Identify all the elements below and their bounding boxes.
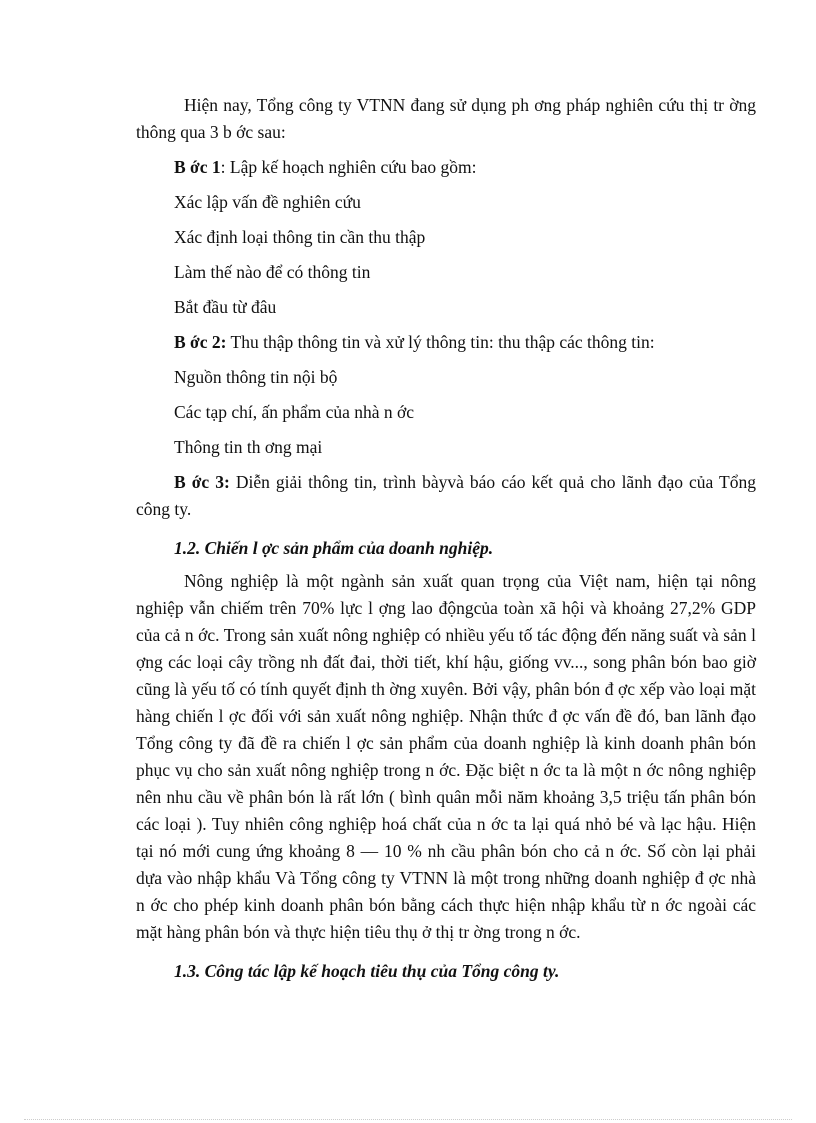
step-1-item: Làm thế nào để có thông tin <box>174 262 371 282</box>
section-heading-1-2: 1.2. Chiến l ợc sản phẩm của doanh nghiệp. <box>174 538 494 558</box>
step-2-label: B ớc 2: <box>174 332 227 352</box>
section-1-2-paragraph: Nông nghiệp là một ngành sản xuất quan trọng của Việt nam, hiện tại nông nghiệp vẫn chiếm trên 70% lực l ợng lao độngcủa toàn xã hội và khoảng 27,2% GDP của cả n ớc. Trong sản xuất nông nghiệp có nhiều yếu tố tác động đến năng suất và sản l ợng các loại cây trồng nh đất đai, thời tiết, khí hậu, giống vv..., song phân bón bao giờ cũng là yếu tố có tính quyết định th ờng xuyên. Bởi vậy, phân bón đ ợc xếp vào loại mặt hàng chiến l ợc đối với sản xuất nông nghiệp. Nhận thức đ ợc vấn đề đó, ban lãnh đạo Tổng công ty đã đề ra chiến l ợc sản phẩm của doanh nghiệp là kinh doanh phân bón phục vụ cho sản xuất nông nghiệp trong n ớc. Đặc biệt n ớc ta là một n ớc nông nghiệp nên nhu cầu về phân bón là rất lớn ( bình quân mỗi năm khoảng 3,5 triệu tấn phân bón các loại ). Tuy nhiên công nghiệp hoá chất của n ớc ta lại quá nhỏ bé và lạc hậu. Hiện tại nó mới cung ứng khoảng 8 — 10 % nh cầu phân bón cho cả n ớc. Số còn lại phải dựa vào nhập khẩu Và Tổng công ty VTNN là một trong những doanh nghiệp đ ợc nhà n ớc cho phép kinh doanh phân bón bằng cách thực hiện nhập khẩu từ n ớc ngoài các mặt hàng phân bón và thực hiện tiêu thụ ở thị tr ờng trong n ớc. <box>136 571 756 942</box>
step-2-item: Nguồn thông tin nội bộ <box>174 367 338 387</box>
step-1-label: B ớc 1 <box>174 157 221 177</box>
step-3 <box>136 469 756 523</box>
step-1 <box>136 154 756 181</box>
step-2-item: Các tạp chí, ấn phẩm của nhà n ớc <box>174 402 415 422</box>
step-1-item: Xác lập vấn đề nghiên cứu <box>174 192 361 212</box>
step-2 <box>136 329 756 356</box>
step-3-label: B ớc 3: <box>174 472 230 492</box>
step-1-text: : Lập kế hoạch nghiên cứu bao gồm: <box>220 157 477 177</box>
step-1-item: Bắt đầu từ đâu <box>174 297 277 317</box>
step-3-text: Diễn giải thông tin, trình bàyvà báo cáo kết quả cho lãnh đạo của Tổng công ty. <box>136 472 756 519</box>
step-2-text: Thu thập thông tin và xử lý thông tin: thu thập các thông tin: <box>226 332 655 352</box>
step-1-item: Xác định loại thông tin cần thu thập <box>174 227 426 247</box>
document-page <box>136 92 756 991</box>
page-bottom-rule <box>24 1119 792 1120</box>
section-heading-1-3: 1.3. Công tác lập kế hoạch tiêu thụ của Tổng công ty. <box>174 961 560 981</box>
intro-paragraph: Hiện nay, Tổng công ty VTNN đang sử dụng ph ơng pháp nghiên cứu thị tr ờng thông qua 3 b ớc sau: <box>136 95 756 142</box>
step-2-item: Thông tin th ơng mại <box>174 437 323 457</box>
